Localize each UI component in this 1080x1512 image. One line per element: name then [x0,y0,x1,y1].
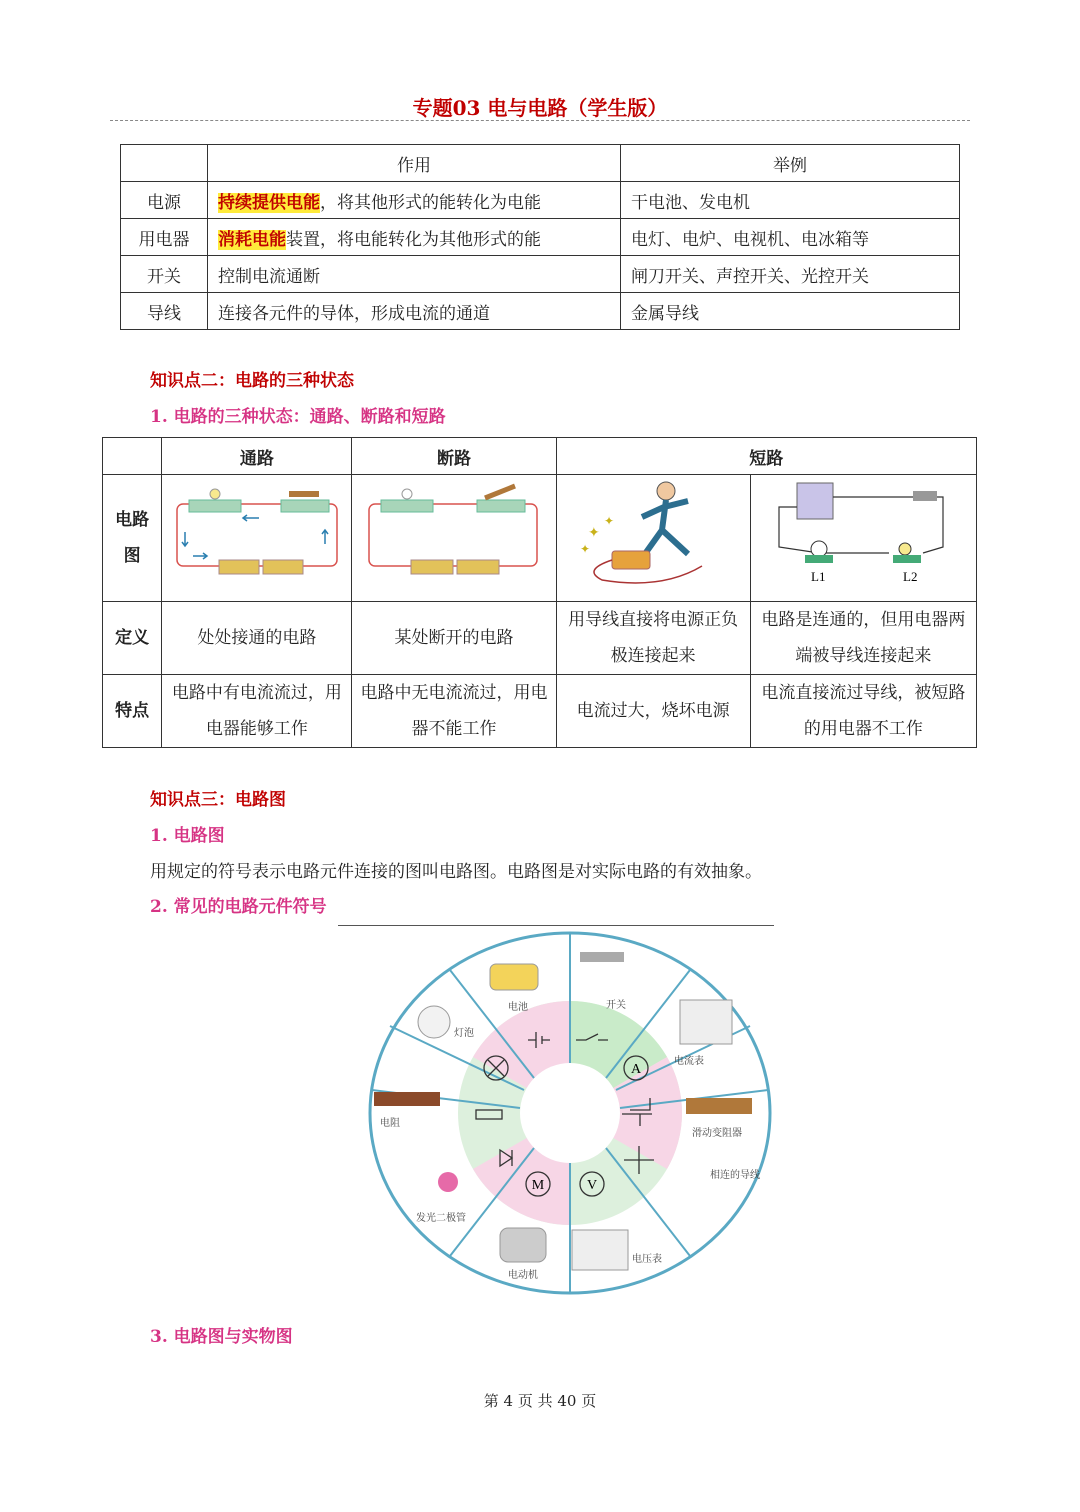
short-circuit-lamps-diagram [750,475,976,602]
svg-text:✦: ✦ [580,541,591,556]
section-heading-2: 知识点二：电路的三种状态 [150,371,354,391]
table-row [121,182,960,219]
short-lamps-illustration [763,477,963,587]
feature-cell: 电路中有电流流过，用电器能够工作 [162,675,352,748]
subheading-states: 1. 电路的三种状态：通路、断路和短路 [150,407,446,427]
short-circuit-person-illustration [556,475,750,602]
table-header-cell [121,145,208,182]
row-label: 定义 [103,602,162,675]
voltmeter-symbol: V [586,1178,598,1193]
shock-illustration [568,477,738,587]
component-example: 金属导线 [621,293,960,330]
component-function: 控制电流通断 [208,256,621,293]
symbols-divider [338,925,774,926]
label-battery: 电池 [508,1002,528,1013]
label-bulb: 灯泡 [454,1028,474,1039]
component-example: 闸刀开关、声控开关、光控开关 [621,256,960,293]
section-heading-3: 知识点三：电路图 [150,790,286,810]
highlight-text: 消耗电能 [218,229,286,250]
component-name: 导线 [121,293,208,330]
closed-circuit-illustration [169,482,345,582]
circuit-diagram-definition: 用规定的符号表示电路元件连接的图叫电路图。电路图是对实际电路的有效抽象。 [150,862,762,882]
closed-circuit-diagram [162,475,352,602]
table-row [121,293,960,330]
highlight-text: 持续提供电能 [218,192,320,213]
definition-cell: 处处接通的电路 [162,602,352,675]
header-short-circuit: 短路 [556,438,976,475]
label-connected-wires: 相连的导线 [710,1170,760,1181]
subheading-circuit-diagram: 1. 电路图 [150,826,225,846]
component-function: 连接各元件的导体，形成电流的通道 [208,293,621,330]
title-divider [110,120,970,121]
label-voltmeter: 电压表 [632,1254,662,1265]
function-text: ，将其他形式的能转化为电能 [320,192,541,213]
open-circuit-diagram [352,475,556,602]
table-row [103,602,977,675]
definition-cell: 用导线直接将电源正负极连接起来 [556,602,750,675]
subheading-symbols: 2. 常见的电路元件符号 [150,897,327,917]
page-footer: 第 4 页 共 40 页 [483,1392,597,1410]
component-example: 电灯、电炉、电视机、电冰箱等 [621,219,960,256]
label-resistor: 电阻 [380,1118,400,1129]
subheading-diagram-vs-physical: 3. 电路图与实物图 [150,1327,293,1347]
label-rheostat: 滑动变阻器 [692,1128,742,1139]
motor-symbol: M [531,1178,545,1193]
lamp-label-l1: L1 [811,568,826,584]
row-label: 特点 [103,675,162,748]
feature-cell: 电流直接流过导线，被短路的用电器不工作 [750,675,976,748]
feature-cell: 电路中无电流流过，用电器不能工作 [352,675,556,748]
header-open-circuit: 断路 [352,438,556,475]
label-motor: 电动机 [508,1270,538,1281]
definition-cell: 电路是连通的，但用电器两端被导线连接起来 [750,602,976,675]
table-row [103,675,977,748]
function-text: 装置，将电能转化为其他形式的能 [286,229,541,250]
label-led: 发光二极管 [416,1213,466,1224]
component-function [208,182,621,219]
svg-text:✦: ✦ [588,524,600,541]
component-name: 电源 [121,182,208,219]
feature-cell: 电流过大，烧坏电源 [556,675,750,748]
table-header-cell: 作用 [208,145,621,182]
table-row [121,219,960,256]
components-table [120,144,960,330]
svg-text:✦: ✦ [604,513,615,528]
ammeter-symbol: A [630,1062,642,1077]
circuit-states-table [102,437,977,748]
component-name: 用电器 [121,219,208,256]
definition-cell: 某处断开的电路 [352,602,556,675]
symbol-wheel [366,930,780,1300]
open-circuit-illustration [359,482,549,582]
table-header-cell [103,438,162,475]
table-header-row [103,438,977,475]
table-header-cell: 举例 [621,145,960,182]
label-ammeter: 电流表 [674,1056,704,1067]
component-name: 开关 [121,256,208,293]
table-header-row [121,145,960,182]
component-example: 干电池、发电机 [621,182,960,219]
row-label: 电路图 [103,475,162,602]
header-closed-circuit: 通路 [162,438,352,475]
label-switch: 开关 [606,1000,626,1011]
page-title: 专题03 电与电路（学生版） [412,96,668,120]
table-row [121,256,960,293]
table-row [103,475,977,602]
component-function [208,219,621,256]
lamp-label-l2: L2 [903,568,918,584]
